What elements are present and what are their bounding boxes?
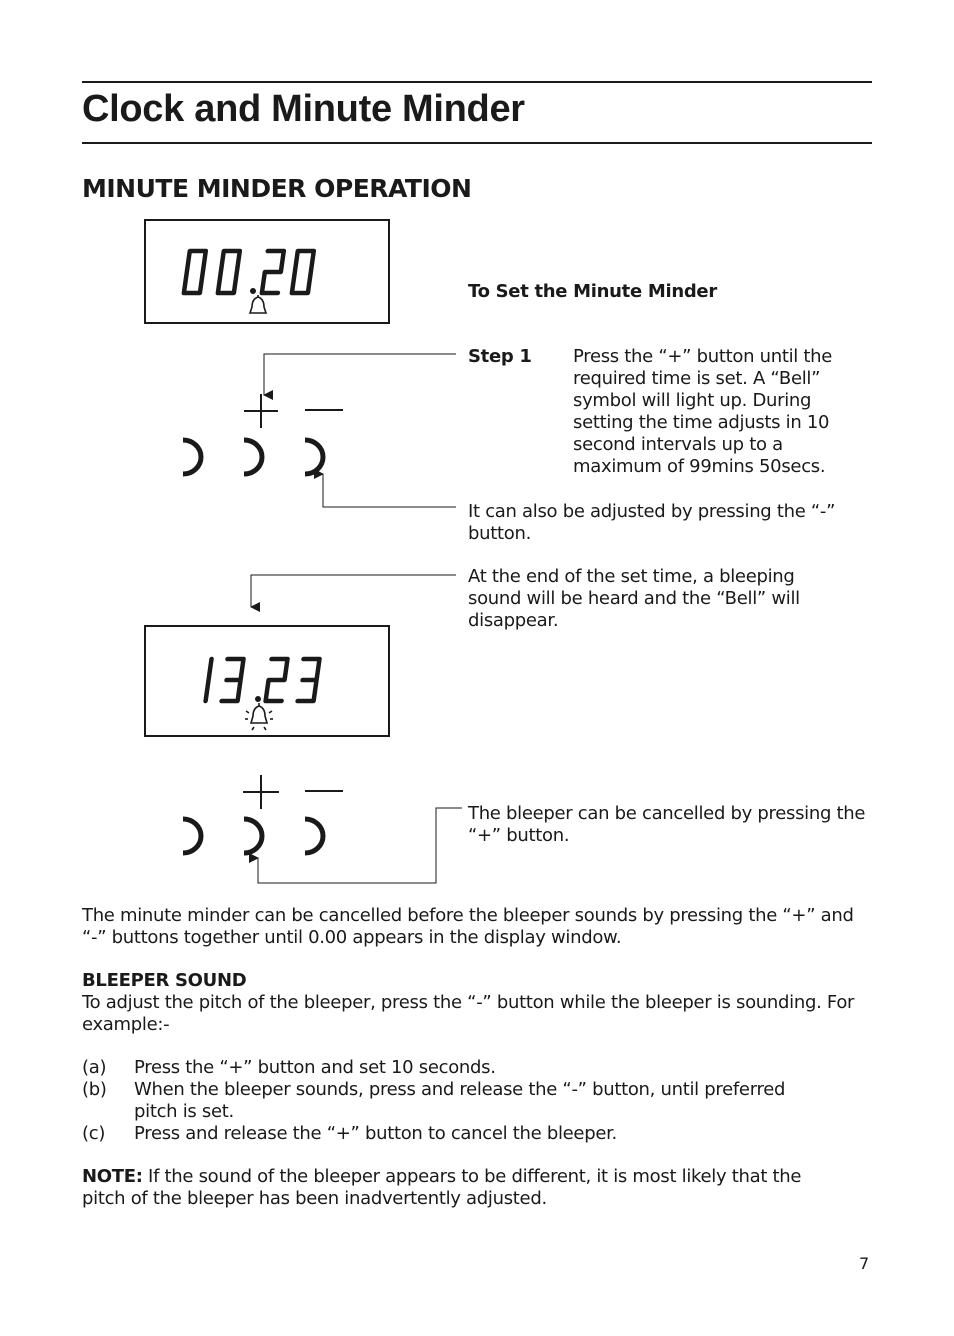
- note-paragraph: [82, 1166, 842, 1210]
- leader-cancel-arrow: [258, 808, 462, 883]
- minus-button[interactable]: [305, 440, 323, 474]
- list-item-text: When the bleeper sounds, press and release the “-” button, until preferred pitch is set.: [134, 1079, 786, 1122]
- cancel-note: The bleeper can be cancelled by pressing the “+” button.: [468, 803, 866, 846]
- set-heading: To Set the Minute Minder: [468, 281, 717, 302]
- list-item-key: (b): [82, 1079, 107, 1100]
- note-label: NOTE:: [82, 1166, 143, 1187]
- leader-end-arrow: [251, 575, 456, 607]
- list-item-key: (a): [82, 1057, 107, 1078]
- list-item-text: Press and release the “+” button to cancel the bleeper.: [134, 1123, 617, 1144]
- upper-button-group: [183, 394, 343, 474]
- page-title: Clock and Minute Minder: [82, 88, 525, 130]
- bleeper-intro: To adjust the pitch of the bleeper, press the “-” button while the bleeper is sounding. For example:-: [82, 992, 855, 1035]
- list-item-key: (c): [82, 1123, 106, 1144]
- plus-button[interactable]: [244, 819, 262, 853]
- step1-label: Step 1: [468, 346, 532, 367]
- page-number: 7: [859, 1254, 869, 1273]
- list-item-text: Press the “+” button and set 10 seconds.: [134, 1057, 496, 1078]
- leader-step1-arrow: [264, 354, 456, 395]
- note-text: If the sound of the bleeper appears to be different, it is most likely that the pitch of the bleeper has been inadvertently adjusted.: [82, 1166, 802, 1209]
- left-button[interactable]: [183, 819, 201, 853]
- minus-note: It can also be adjusted by pressing the “-” button.: [468, 501, 836, 544]
- end-note: At the end of the set time, a bleeping sound will be heard and the “Bell” will disappear.: [468, 566, 800, 631]
- section-title: MINUTE MINDER OPERATION: [82, 174, 472, 203]
- plus-button[interactable]: [244, 440, 262, 474]
- minus-button[interactable]: [305, 819, 323, 853]
- left-button[interactable]: [183, 440, 201, 474]
- step1-text: Press the “+” button until the required time is set. A “Bell” symbol will light up. During setting the time adjusts in 10 second intervals up to a maximum of 99mins 50secs.: [573, 346, 833, 477]
- cancel-before-paragraph: The minute minder can be cancelled before the bleeper sounds by pressing the “+” and “-” buttons together until 0.00 appears in the display window.: [82, 905, 854, 948]
- bleeper-heading: BLEEPER SOUND: [82, 970, 247, 991]
- lower-button-group: [183, 775, 343, 853]
- leader-minus-arrow: [323, 474, 456, 507]
